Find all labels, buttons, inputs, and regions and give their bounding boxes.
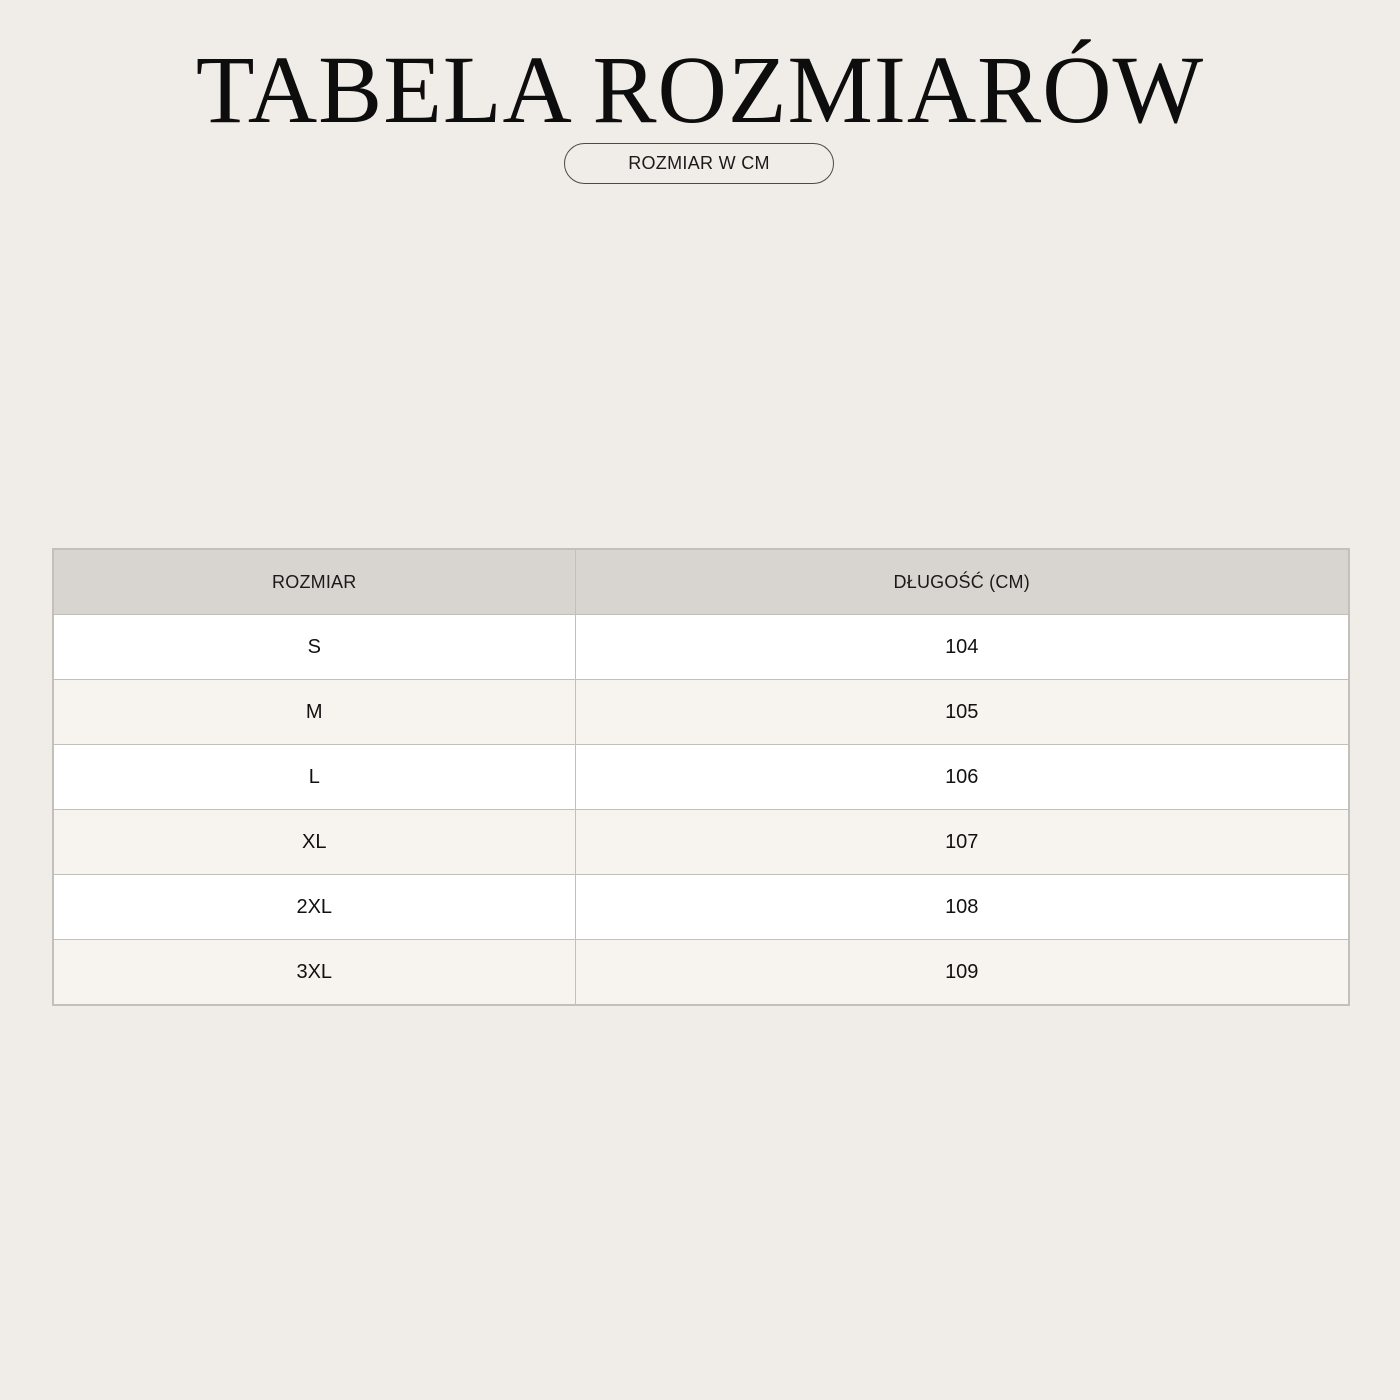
size-cell: 2XL (53, 875, 575, 940)
size-cell: XL (53, 810, 575, 875)
size-cell: 3XL (53, 940, 575, 1006)
length-cell: 108 (575, 875, 1349, 940)
size-cell: M (53, 680, 575, 745)
table-row (53, 810, 1349, 875)
size-cell: L (53, 745, 575, 810)
length-cell: 104 (575, 615, 1349, 680)
length-cell: 106 (575, 745, 1349, 810)
page-title: TABELA ROZMIARÓW (195, 36, 1205, 143)
table-row (53, 875, 1349, 940)
length-cell: 109 (575, 940, 1349, 1006)
table-header-row (53, 549, 1349, 615)
column-header-size: ROZMIAR (53, 549, 575, 615)
size-cell: S (53, 615, 575, 680)
table-row (53, 745, 1349, 810)
table-row (53, 680, 1349, 745)
length-cell: 105 (575, 680, 1349, 745)
unit-badge: ROZMIAR W CM (564, 143, 834, 184)
length-cell: 107 (575, 810, 1349, 875)
size-table (52, 548, 1350, 1006)
table-row (53, 615, 1349, 680)
column-header-length: DŁUGOŚĆ (CM) (575, 549, 1349, 615)
table-row (53, 940, 1349, 1006)
